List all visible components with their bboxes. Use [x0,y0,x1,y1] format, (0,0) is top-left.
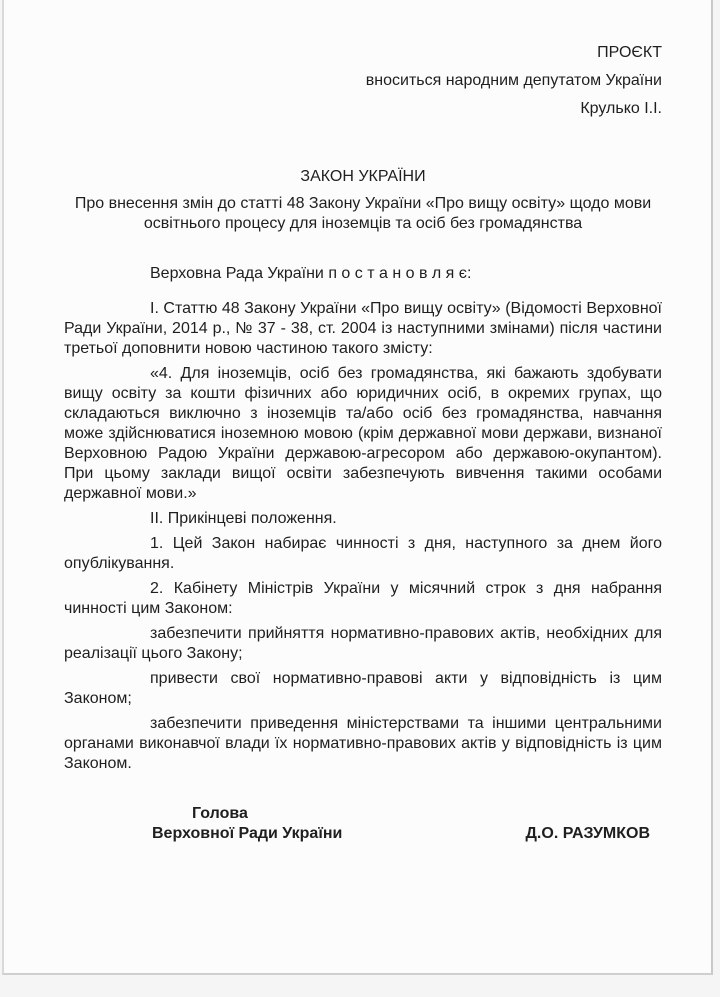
deputy-name: Крулько І.І. [580,100,662,117]
paragraph-final-2a: забезпечити прийняття нормативно-правових актів, необхідних для реалізації цього Закону; [64,625,662,662]
signature-position [152,804,342,844]
paragraph-new-part-4: «4. Для іноземців, осіб без громадянства, які бажають здобувати вищу освіту за кошти фізичних або юридичних осіб, в окремих групах, що складаються виключно з іноземців та/або осіб без громадянства, навчання може здійснюватися іноземною мовою (крім державної мови держави, визнаної Верховною Радою України державою-агресором або державою-окупантом). При цьому заклади вищої освіти забезпечують вивчення такими особами державної мови.» [64,365,662,502]
document-header [64,43,662,119]
signature-position-line1: Голова [192,805,248,822]
paragraph-article-1: І. Статтю 48 Закону України «Про вищу освіту» (Відомості Верховної Ради України, 2014 р., № 37 - 38, ст. 2004 із наступними змінами) після частини третьої доповнити новою частиною такого змісту: [64,300,662,357]
signature-position-line2: Верховної Ради України [152,825,343,842]
law-title: ЗАКОН УКРАЇНИ [300,168,426,185]
document-page [2,0,713,975]
law-subtitle: Про внесення змін до статті 48 Закону України «Про вищу освіту» щодо мови освітнього процесу для іноземців та осіб без громадянства [74,195,652,232]
paragraph-final-2: 2. Кабінету Міністрів України у місячний строк з дня набрання чинності цим Законом: [64,580,662,617]
signature-name: Д.О. РАЗУМКОВ [525,825,650,842]
signature-block [64,804,662,844]
paragraph-final-2b: привести свої нормативно-правові акти у відповідність із цим Законом; [64,670,662,707]
paragraph-final-2c: забезпечити приведення міністерствами та іншими центральними органами виконавчої влади їх нормативно-правових актів у відповідність із цим Законом. [64,715,662,772]
project-label: ПРОЄКТ [597,44,662,61]
submitted-by-line: вноситься народним депутатом України [365,72,662,89]
paragraph-final-provisions-heading: ІІ. Прикінцеві положення. [150,510,337,527]
paragraph-final-1: 1. Цей Закон набирає чинності з дня, наступного за днем його опублікування. [64,535,662,572]
resolution-line: Верховна Рада України п о с т а н о в л я є: [150,265,472,282]
